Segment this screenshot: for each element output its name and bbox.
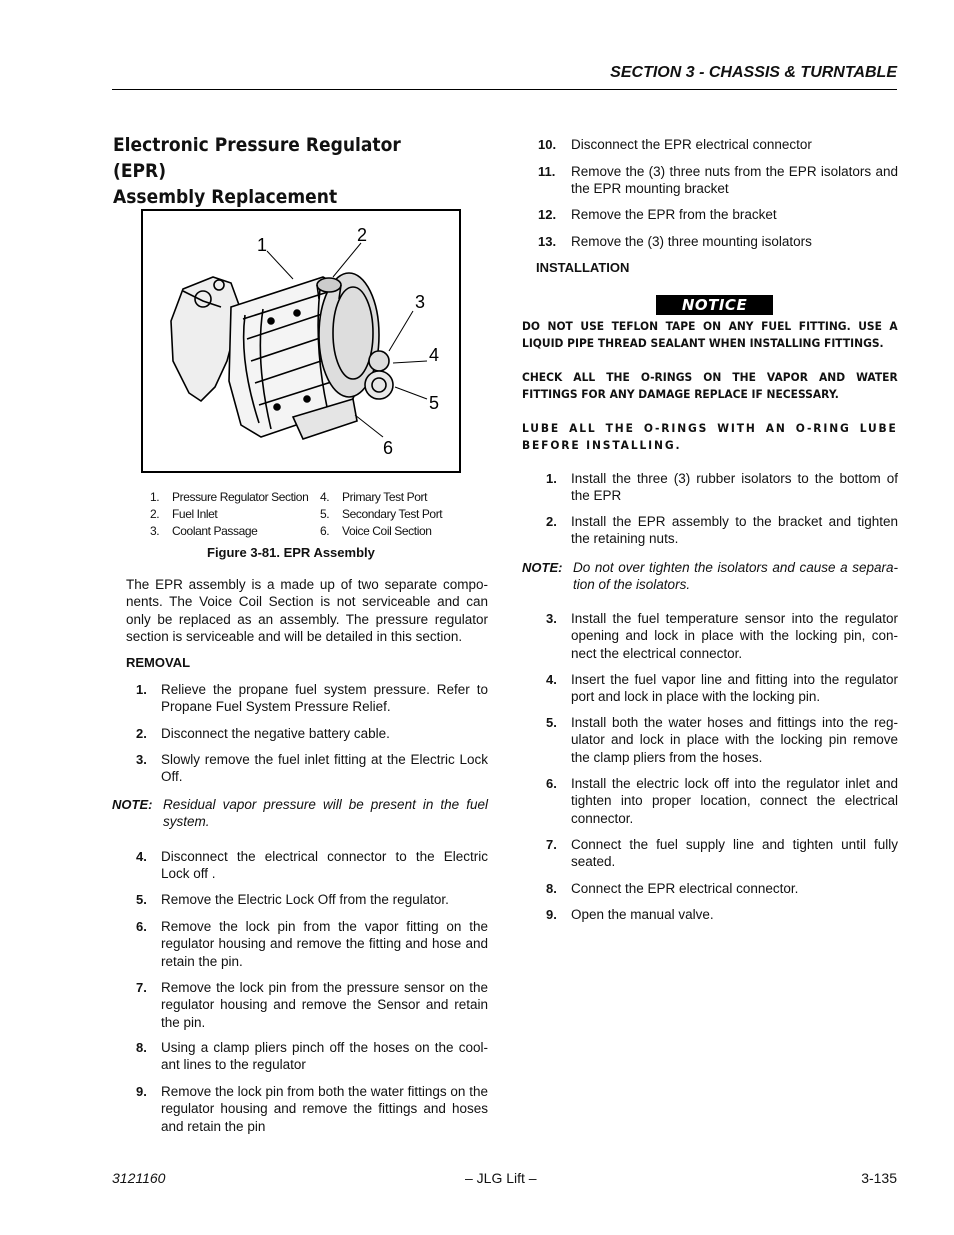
callout-1: 1 [257, 235, 268, 255]
list-item: 1. Relieve the propane fuel system pressure. Refer to Propane Fuel System Pressure Relief. [136, 682, 488, 715]
legend-item: 4. Primary Test Port [320, 490, 427, 504]
header-divider [112, 89, 897, 90]
list-item: 3. Install the fuel temperature sensor into the regulator opening and lock in place with the locking pin, con- nect the electrical connector. [546, 611, 898, 661]
notice-badge: NOTICE [656, 295, 773, 315]
list-item: 10. Disconnect the EPR electrical connector [538, 137, 812, 152]
legend-item: 5. Secondary Test Port [320, 507, 443, 521]
doc-number: 3121160 [112, 1170, 166, 1186]
list-item: 6. Install the electric lock off into the regulator inlet and tighten into proper location, connect the electrical connector. [546, 776, 898, 826]
installation-note: NOTE: Do not over tighten the isolators and cause a separa- tion of the isolators. [522, 560, 898, 593]
list-item: 2. Disconnect the negative battery cable. [136, 726, 390, 741]
page-title-line-1: Electronic Pressure Regulator (EPR) [113, 134, 401, 182]
callout-5: 5 [429, 393, 440, 413]
list-item: 7. Connect the fuel supply line and tighten until fully seated. [546, 837, 898, 870]
legend-item: 1. Pressure Regulator Section [150, 490, 309, 504]
section-header: SECTION 3 - CHASSIS & TURNTABLE [610, 64, 897, 81]
page-number: 3-135 [861, 1170, 897, 1186]
legend-item: 6. Voice Coil Section [320, 524, 432, 538]
callout-4: 4 [429, 345, 440, 365]
list-item: 13. Remove the (3) three mounting isolators [538, 234, 812, 249]
list-item: 4. Disconnect the electrical connector to the Electric Lock off . [136, 849, 488, 882]
removal-note: NOTE: Residual vapor pressure will be present in the fuel system. [112, 797, 488, 830]
list-item: 7. Remove the lock pin from the pressure sensor on the regulator housing and remove the Sensor and retain the pin. [136, 980, 488, 1030]
callout-2: 2 [357, 225, 368, 245]
epr-assembly-figure [141, 209, 461, 473]
epr-assembly-drawing [143, 211, 459, 471]
footer-brand: – JLG Lift – [465, 1170, 537, 1186]
list-item: 1. Install the three (3) rubber isolators to the bottom of the EPR [546, 471, 898, 504]
list-item: 5. Install both the water hoses and fittings into the reg- ulator and lock in place with the locking pin remove the clamp pliers from the hoses. [546, 715, 898, 765]
installation-heading: INSTALLATION [536, 260, 630, 275]
callout-6: 6 [383, 438, 394, 458]
callout-3: 3 [415, 292, 426, 312]
list-item: 6. Remove the lock pin from the vapor fitting on the regulator housing and remove the fitting and hose and retain the pin. [136, 919, 488, 969]
legend-item: 2. Fuel Inlet [150, 507, 218, 521]
intro-paragraph: The EPR assembly is a made up of two separate compo- nents. The Voice Coil Section is not serviceable and can only be replaced as an assembly. The pressure regulator section is serviceable and will be detailed in this section. [126, 577, 488, 644]
notice-text-3: LUBE ALL THE O-RINGS WITH AN O-RING LUBE BEFORE INSTALLING. [522, 421, 898, 452]
figure-caption: Figure 3-81. EPR Assembly [207, 545, 375, 560]
page-title-line-2: Assembly Replacement [113, 186, 338, 208]
list-item: 5. Remove the Electric Lock Off from the regulator. [136, 892, 449, 907]
list-item: 2. Install the EPR assembly to the bracket and tighten the retaining nuts. [546, 514, 898, 547]
list-item: 12. Remove the EPR from the bracket [538, 207, 777, 222]
list-item: 11. Remove the (3) three nuts from the EPR isolators and the EPR mounting bracket [538, 164, 898, 197]
list-item: 9. Open the manual valve. [546, 907, 714, 922]
legend-item: 3. Coolant Passage [150, 524, 258, 538]
list-item: 8. Using a clamp pliers pinch off the hoses on the cool- ant lines to the regulator [136, 1040, 488, 1073]
removal-heading: REMOVAL [126, 655, 191, 670]
list-item: 4. Insert the fuel vapor line and fitting into the regulator port and lock in place with the locking pin. [546, 672, 898, 705]
notice-text-1: DO NOT USE TEFLON TAPE ON ANY FUEL FITTING. USE A LIQUID PIPE THREAD SEALANT WHEN INSTALLING FITTINGS. [522, 319, 898, 350]
notice-text-2: CHECK ALL THE O-RINGS ON THE VAPOR AND WATER FITTINGS FOR ANY DAMAGE REPLACE IF NECESSARY. [522, 370, 898, 401]
page-title [113, 132, 455, 210]
list-item: 8. Connect the EPR electrical connector. [546, 881, 799, 896]
list-item: 3. Slowly remove the fuel inlet fitting at the Electric Lock Off. [136, 752, 488, 785]
list-item: 9. Remove the lock pin from both the water fittings on the regulator housing and remove the fittings and hoses and retain the pin [136, 1084, 488, 1134]
